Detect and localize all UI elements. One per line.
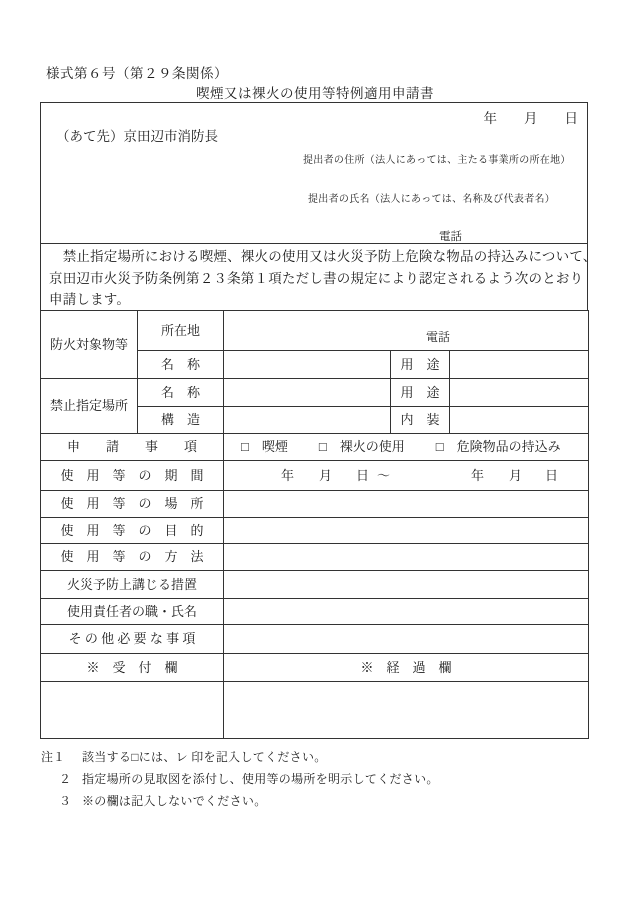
prohibited-place-structure-label: 構 造 — [138, 407, 224, 434]
table-row — [41, 434, 589, 461]
fire-prevention-measures-cell — [224, 571, 589, 599]
fire-object-address-cell — [224, 311, 589, 351]
period-tilde: ～ — [377, 467, 391, 483]
declaration-line: 申請します。 — [49, 292, 131, 307]
note-text: 該当する□には、レ 印を記入してください。 — [82, 750, 327, 764]
checkbox-option-label: 裸火の使用 — [339, 439, 405, 455]
prohibited-place-name-cell — [224, 379, 391, 407]
table-row — [41, 518, 589, 544]
table-row — [41, 379, 589, 407]
period-cell — [224, 461, 589, 491]
note-number: ２ — [59, 772, 72, 786]
fire-object-name-cell — [224, 351, 391, 379]
note-number: ３ — [59, 794, 72, 808]
fire-object-group-label: 防火対象物等 — [41, 311, 138, 379]
table-row — [41, 625, 589, 654]
declaration-paragraph — [41, 244, 597, 311]
table-row — [41, 654, 589, 682]
fire-object-name-label: 名 称 — [138, 351, 224, 379]
prohibited-place-interior-cell — [450, 407, 589, 434]
fire-object-address-label: 所在地 — [138, 311, 224, 351]
period-end-day: 日 — [545, 467, 559, 483]
other-necessary-items-cell — [224, 625, 589, 654]
method-of-use-cell — [224, 544, 589, 571]
table-row — [41, 461, 589, 491]
checkbox-option-smoking — [241, 439, 288, 455]
place-of-use-cell — [224, 491, 589, 518]
fire-object-use-cell — [450, 351, 589, 379]
progress-column-label: ※ 経 過 欄 — [224, 654, 589, 682]
checkbox-icon: □ — [241, 439, 249, 455]
fire-object-phone-label: 電話 — [426, 330, 451, 344]
period-start-month: 月 — [319, 467, 333, 483]
declaration-line: 京田辺市火災予防条例第２３条第１項ただし書の規定により認定されるよう次のとおり — [49, 270, 584, 286]
table-row — [41, 491, 589, 518]
other-necessary-items-label: そ の 他 必 要 な 事 項 — [41, 625, 224, 654]
reception-column-cell — [41, 682, 224, 739]
checkbox-option-label: 危険物品の持込み — [456, 439, 561, 455]
period-end-year: 年 — [471, 467, 485, 483]
form-number: 様式第６号（第２９条関係） — [46, 66, 228, 81]
reception-column-label: ※ 受 付 欄 — [41, 654, 224, 682]
method-of-use-label: 使 用 等 の 方 法 — [41, 544, 224, 571]
prohibited-place-group-label: 禁止指定場所 — [41, 379, 138, 434]
period-end-month: 月 — [509, 467, 523, 483]
table-row — [41, 599, 589, 625]
submitter-name-label: 提出者の氏名（法人にあっては、名称及び代表者名） — [308, 194, 556, 205]
checkbox-option-dangerous-goods — [436, 439, 561, 455]
date-line — [41, 107, 587, 127]
application-items-label: 申 請 事 項 — [41, 434, 224, 461]
note-text: ※の欄は記入しないでください。 — [82, 794, 267, 808]
period-start-day: 日 — [356, 467, 370, 483]
checkbox-group — [224, 439, 588, 455]
period-label: 使 用 等 の 期 間 — [41, 461, 224, 491]
date-month-label: 月 — [524, 111, 538, 126]
prohibited-place-use-label: 用 途 — [391, 379, 450, 407]
date-day-label: 日 — [564, 111, 578, 126]
responsible-person-label: 使用責任者の職・氏名 — [41, 599, 224, 625]
table-row — [41, 682, 589, 739]
table-row — [41, 571, 589, 599]
form-frame — [40, 102, 597, 310]
submitter-address-label: 提出者の住所（法人にあっては、主たる事業所の所在地） — [303, 155, 571, 166]
purpose-of-use-cell — [224, 518, 589, 544]
period-start-year: 年 — [281, 467, 295, 483]
header-phone-label: 電話 — [439, 231, 462, 243]
declaration-line: 禁止指定場所における喫煙、裸火の使用又は火災予防上危険な物品の持込みについて、 — [49, 249, 597, 264]
prohibited-place-interior-label: 内 装 — [391, 407, 450, 434]
checkbox-icon: □ — [318, 439, 327, 455]
note-number: 注１ — [41, 750, 66, 764]
date-year-label: 年 — [483, 111, 497, 126]
progress-column-cell — [224, 682, 589, 739]
application-items-cell — [224, 434, 589, 461]
page-title: 喫煙又は裸火の使用等特例適用申請書 — [196, 86, 434, 101]
checkbox-option-open-flame — [319, 439, 405, 455]
prohibited-place-use-cell — [450, 379, 589, 407]
checkbox-icon: □ — [435, 439, 444, 455]
responsible-person-cell — [224, 599, 589, 625]
purpose-of-use-label: 使 用 等 の 目 的 — [41, 518, 224, 544]
addressee-label: （あて先）京田辺市消防長 — [56, 129, 218, 144]
place-of-use-label: 使 用 等 の 場 所 — [41, 491, 224, 518]
application-table — [40, 310, 589, 739]
prohibited-place-name-label: 名 称 — [138, 379, 224, 407]
prohibited-place-structure-cell — [224, 407, 391, 434]
table-row — [41, 311, 589, 351]
table-row — [41, 544, 589, 571]
form-header-section — [41, 103, 587, 244]
fire-prevention-measures-label: 火災予防上講じる措置 — [41, 571, 224, 599]
note-text: 指定場所の見取図を添付し、使用等の場所を明示してください。 — [82, 772, 439, 786]
fire-object-use-label: 用 途 — [391, 351, 450, 379]
checkbox-option-label: 喫煙 — [261, 439, 288, 455]
